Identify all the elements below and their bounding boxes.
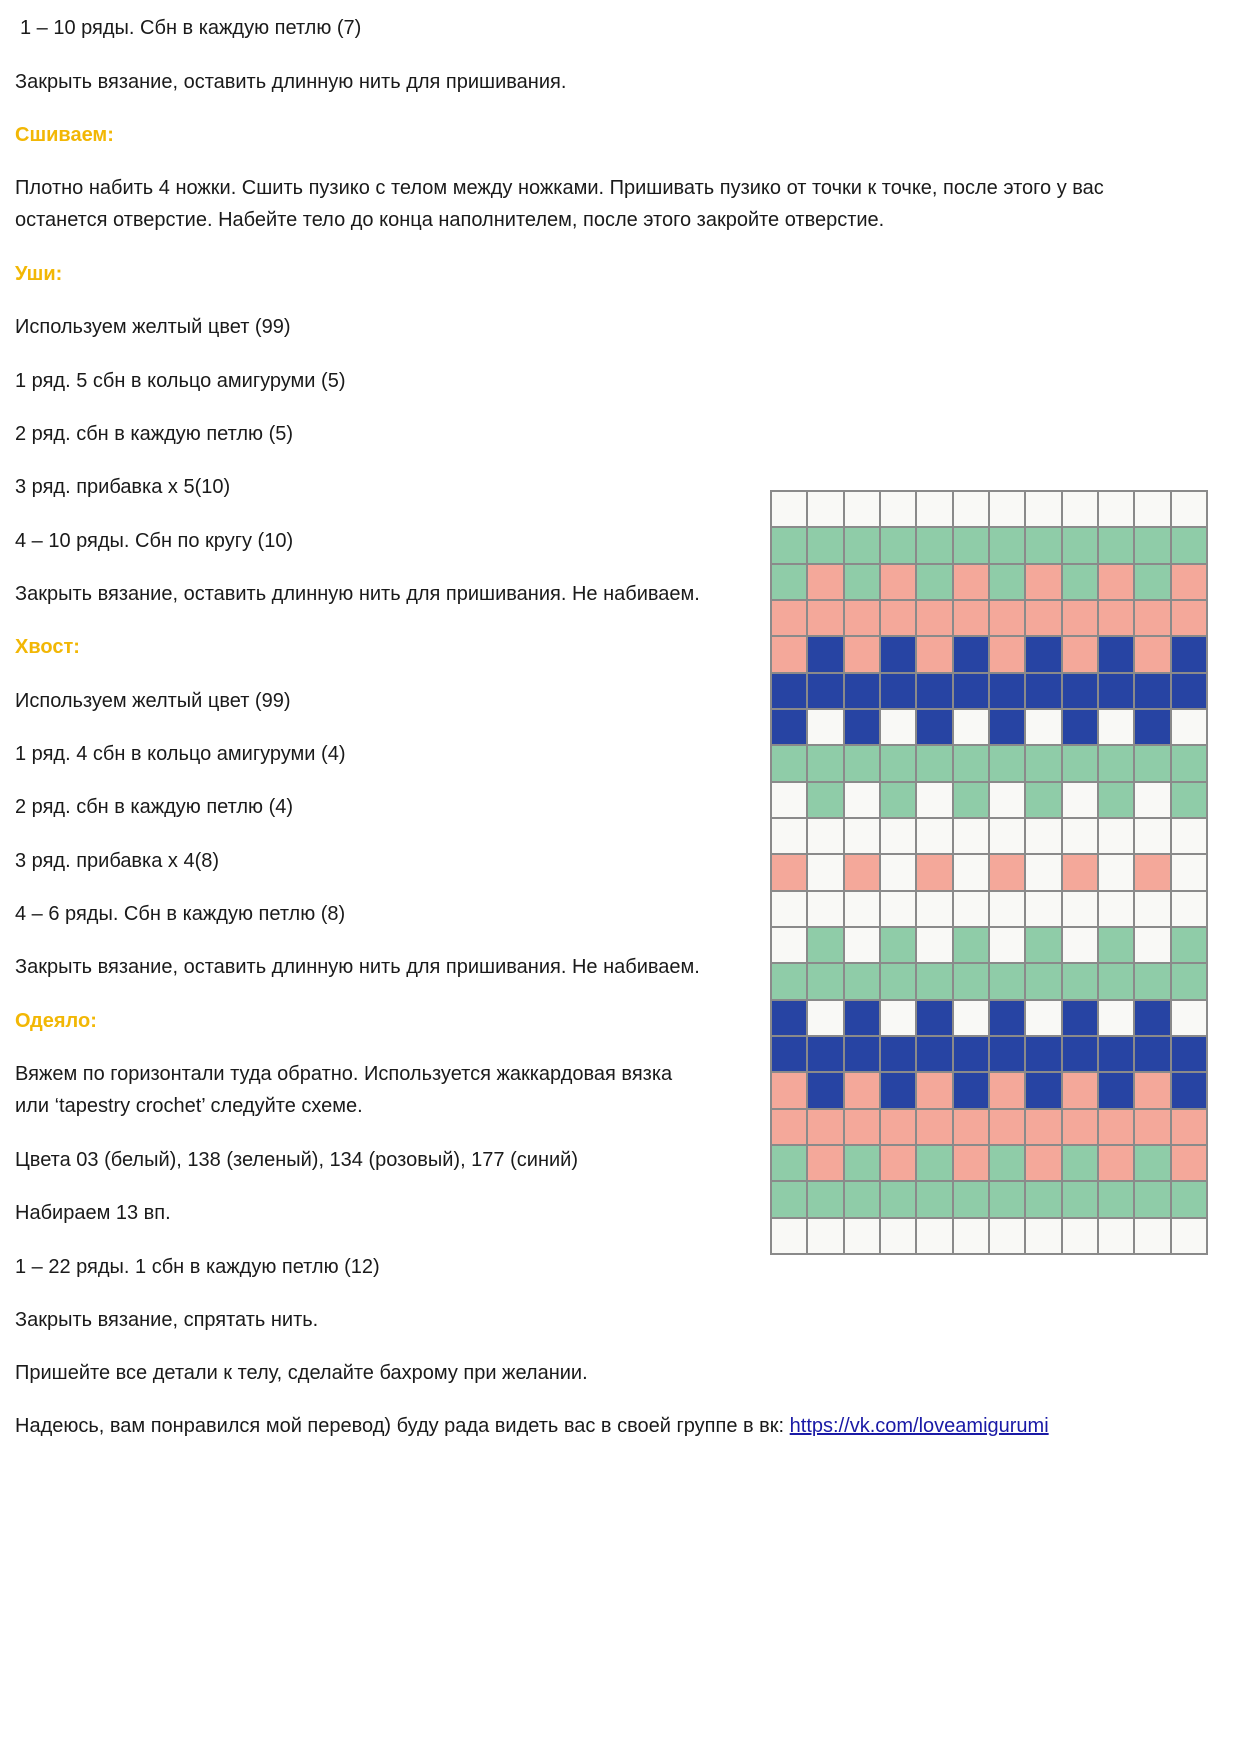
pattern-cell bbox=[917, 964, 951, 998]
pattern-cell bbox=[954, 674, 988, 708]
pattern-cell bbox=[772, 783, 806, 817]
pattern-cell bbox=[881, 1001, 915, 1035]
pattern-cell bbox=[1099, 964, 1133, 998]
pattern-cell bbox=[954, 492, 988, 526]
pattern-cell bbox=[1099, 710, 1133, 744]
pattern-cell bbox=[1063, 855, 1097, 889]
pattern-cell bbox=[772, 674, 806, 708]
pattern-cell bbox=[917, 819, 951, 853]
pattern-cell bbox=[1063, 601, 1097, 635]
pattern-cell bbox=[1026, 674, 1060, 708]
pattern-cell bbox=[1172, 637, 1206, 671]
pattern-cell bbox=[917, 710, 951, 744]
pattern-cell bbox=[1135, 892, 1169, 926]
text-line: Закрыть вязание, оставить длинную нить для пришивания. bbox=[15, 71, 567, 93]
pattern-cell bbox=[772, 1219, 806, 1253]
pattern-cell bbox=[917, 783, 951, 817]
pattern-cell bbox=[954, 855, 988, 889]
pattern-cell bbox=[881, 964, 915, 998]
pattern-cell bbox=[954, 1001, 988, 1035]
pattern-cell bbox=[845, 1073, 879, 1107]
pattern-cell bbox=[1172, 819, 1206, 853]
pattern-cell bbox=[1026, 1182, 1060, 1216]
pattern-cell bbox=[1063, 746, 1097, 780]
pattern-cell bbox=[808, 964, 842, 998]
pattern-cell bbox=[1063, 928, 1097, 962]
text-line: 4 – 10 ряды. Сбн по кругу (10) bbox=[15, 530, 294, 552]
pattern-cell bbox=[990, 855, 1024, 889]
pattern-cell bbox=[1099, 601, 1133, 635]
pattern-cell bbox=[954, 1182, 988, 1216]
pattern-cell bbox=[845, 892, 879, 926]
text-line: 4 – 6 ряды. Сбн в каждую петлю (8) bbox=[15, 903, 346, 925]
pattern-cell bbox=[772, 710, 806, 744]
pattern-cell bbox=[845, 528, 879, 562]
pattern-cell bbox=[772, 1182, 806, 1216]
pattern-cell bbox=[1026, 892, 1060, 926]
pattern-cell bbox=[1099, 1146, 1133, 1180]
pattern-cell bbox=[1026, 637, 1060, 671]
pattern-cell bbox=[808, 746, 842, 780]
pattern-cell bbox=[881, 601, 915, 635]
pattern-cell bbox=[954, 601, 988, 635]
pattern-cell bbox=[1172, 1037, 1206, 1071]
pattern-cell bbox=[808, 674, 842, 708]
pattern-cell bbox=[954, 528, 988, 562]
pattern-cell bbox=[845, 674, 879, 708]
text-line: 1 ряд. 4 сбн в кольцо амигуруми (4) bbox=[15, 743, 346, 765]
pattern-cell bbox=[1099, 1182, 1133, 1216]
pattern-cell bbox=[1063, 492, 1097, 526]
text-line: Вяжем по горизонтали туда обратно. Используется жаккардовая вязка bbox=[15, 1063, 673, 1085]
text-line: Закрыть вязание, спрятать нить. bbox=[15, 1309, 319, 1331]
pattern-cell bbox=[1135, 1073, 1169, 1107]
pattern-cell bbox=[1099, 565, 1133, 599]
pattern-cell bbox=[1063, 1073, 1097, 1107]
pattern-cell bbox=[1135, 492, 1169, 526]
pattern-cell bbox=[1026, 783, 1060, 817]
pattern-cell bbox=[1135, 819, 1169, 853]
pattern-cell bbox=[990, 1073, 1024, 1107]
pattern-cell bbox=[772, 928, 806, 962]
pattern-cell bbox=[1099, 855, 1133, 889]
pattern-cell bbox=[954, 892, 988, 926]
pattern-cell bbox=[1063, 528, 1097, 562]
pattern-cell bbox=[1026, 819, 1060, 853]
pattern-cell bbox=[1026, 1037, 1060, 1071]
text-line: 1 ряд. 5 сбн в кольцо амигуруми (5) bbox=[15, 370, 346, 392]
pattern-cell bbox=[1026, 1146, 1060, 1180]
pattern-cell bbox=[1099, 819, 1133, 853]
pattern-cell bbox=[1172, 746, 1206, 780]
pattern-cell bbox=[1172, 492, 1206, 526]
pattern-cell bbox=[845, 1001, 879, 1035]
pattern-cell bbox=[881, 928, 915, 962]
pattern-cell bbox=[1026, 528, 1060, 562]
pattern-cell bbox=[990, 1110, 1024, 1144]
pattern-cell bbox=[990, 783, 1024, 817]
pattern-cell bbox=[954, 1110, 988, 1144]
text-line: Закрыть вязание, оставить длинную нить для пришивания. Не набиваем. bbox=[15, 956, 700, 978]
pattern-cell bbox=[808, 601, 842, 635]
pattern-cell bbox=[808, 819, 842, 853]
pattern-cell bbox=[845, 783, 879, 817]
pattern-cell bbox=[772, 819, 806, 853]
pattern-cell bbox=[1063, 674, 1097, 708]
pattern-cell bbox=[845, 710, 879, 744]
text-line: Используем желтый цвет (99) bbox=[15, 316, 291, 338]
pattern-cell bbox=[1063, 1037, 1097, 1071]
pattern-cell bbox=[1063, 565, 1097, 599]
section-heading-ears: Уши: bbox=[15, 263, 63, 285]
pattern-cell bbox=[845, 1037, 879, 1071]
pattern-cell bbox=[1099, 1037, 1133, 1071]
pattern-cell bbox=[808, 1073, 842, 1107]
pattern-cell bbox=[772, 637, 806, 671]
section-heading-blanket: Одеяло: bbox=[15, 1010, 97, 1032]
pattern-cell bbox=[881, 1182, 915, 1216]
text-line: Плотно набить 4 ножки. Сшить пузико с телом между ножками. Пришивать пузико от точки к точке, после этого у вас bbox=[15, 177, 1104, 199]
pattern-cell bbox=[1063, 1001, 1097, 1035]
pattern-cell bbox=[1172, 783, 1206, 817]
pattern-cell bbox=[1099, 1219, 1133, 1253]
pattern-cell bbox=[954, 746, 988, 780]
pattern-cell bbox=[917, 492, 951, 526]
pattern-cell bbox=[1172, 1073, 1206, 1107]
pattern-cell bbox=[772, 492, 806, 526]
pattern-cell bbox=[845, 1146, 879, 1180]
pattern-cell bbox=[917, 1001, 951, 1035]
pattern-cell bbox=[1099, 1110, 1133, 1144]
pattern-cell bbox=[954, 637, 988, 671]
pattern-cell bbox=[990, 1037, 1024, 1071]
text-line: Закрыть вязание, оставить длинную нить для пришивания. Не набиваем. bbox=[15, 583, 700, 605]
pattern-cell bbox=[1135, 1146, 1169, 1180]
pattern-cell bbox=[808, 892, 842, 926]
pattern-cell bbox=[881, 855, 915, 889]
text-line: 2 ряд. сбн в каждую петлю (5) bbox=[15, 423, 294, 445]
text-line: или ‘tapestry crochet’ следуйте схеме. bbox=[15, 1095, 363, 1117]
pattern-cell bbox=[1172, 601, 1206, 635]
pattern-cell bbox=[772, 528, 806, 562]
text-line: Набираем 13 вп. bbox=[15, 1202, 171, 1224]
pattern-cell bbox=[881, 783, 915, 817]
pattern-cell bbox=[808, 1001, 842, 1035]
pattern-cell bbox=[1135, 601, 1169, 635]
pattern-cell bbox=[1135, 746, 1169, 780]
pattern-cell bbox=[990, 1001, 1024, 1035]
pattern-cell bbox=[954, 1037, 988, 1071]
pattern-cell bbox=[917, 674, 951, 708]
pattern-cell bbox=[845, 492, 879, 526]
pattern-cell bbox=[917, 637, 951, 671]
pattern-cell bbox=[1172, 964, 1206, 998]
text-line: останется отверстие. Набейте тело до конца наполнителем, после этого закройте отверстие. bbox=[15, 209, 885, 231]
pattern-cell bbox=[917, 601, 951, 635]
pattern-cell bbox=[881, 892, 915, 926]
pattern-cell bbox=[808, 1110, 842, 1144]
pattern-cell bbox=[808, 637, 842, 671]
pattern-cell bbox=[772, 892, 806, 926]
pattern-cell bbox=[1063, 710, 1097, 744]
pattern-cell bbox=[808, 710, 842, 744]
pattern-cell bbox=[1135, 710, 1169, 744]
pattern-cell bbox=[990, 1182, 1024, 1216]
pattern-cell bbox=[881, 819, 915, 853]
pattern-cell bbox=[845, 819, 879, 853]
text-line: 3 ряд. прибавка х 5(10) bbox=[15, 476, 231, 498]
text-line: 1 – 22 ряды. 1 сбн в каждую петлю (12) bbox=[15, 1256, 380, 1278]
pattern-cell bbox=[1063, 783, 1097, 817]
pattern-cell bbox=[990, 819, 1024, 853]
pattern-cell bbox=[881, 746, 915, 780]
pattern-cell bbox=[881, 1219, 915, 1253]
pattern-cell bbox=[1099, 892, 1133, 926]
pattern-cell bbox=[954, 964, 988, 998]
pattern-cell bbox=[1172, 1001, 1206, 1035]
pattern-cell bbox=[1172, 1219, 1206, 1253]
pattern-cell bbox=[1135, 1110, 1169, 1144]
text-line: 2 ряд. сбн в каждую петлю (4) bbox=[15, 796, 294, 818]
pattern-cell bbox=[1135, 565, 1169, 599]
pattern-cell bbox=[1135, 674, 1169, 708]
pattern-cell bbox=[1135, 1037, 1169, 1071]
pattern-cell bbox=[1135, 1182, 1169, 1216]
pattern-cell bbox=[1026, 601, 1060, 635]
pattern-cell bbox=[1135, 783, 1169, 817]
pattern-cell bbox=[954, 819, 988, 853]
pattern-cell bbox=[1099, 746, 1133, 780]
pattern-cell bbox=[772, 601, 806, 635]
pattern-cell bbox=[990, 565, 1024, 599]
pattern-cell bbox=[881, 1110, 915, 1144]
text-line: 1 – 10 ряды. Сбн в каждую петлю (7) bbox=[20, 17, 362, 39]
pattern-cell bbox=[772, 964, 806, 998]
pattern-cell bbox=[845, 855, 879, 889]
pattern-cell bbox=[772, 746, 806, 780]
pattern-cell bbox=[845, 746, 879, 780]
pattern-cell bbox=[917, 928, 951, 962]
pattern-cell bbox=[917, 1037, 951, 1071]
pattern-cell bbox=[954, 565, 988, 599]
closing-text: Надеюсь, вам понравился мой перевод) буду рада видеть вас в своей группе в вк: bbox=[15, 1415, 790, 1437]
pattern-cell bbox=[808, 1146, 842, 1180]
pattern-cell bbox=[808, 1037, 842, 1071]
pattern-cell bbox=[990, 964, 1024, 998]
pattern-cell bbox=[1172, 565, 1206, 599]
pattern-cell bbox=[808, 783, 842, 817]
pattern-cell bbox=[954, 1219, 988, 1253]
pattern-cell bbox=[1172, 710, 1206, 744]
pattern-cell bbox=[845, 637, 879, 671]
pattern-cell bbox=[1135, 964, 1169, 998]
pattern-cell bbox=[1135, 928, 1169, 962]
pattern-cell bbox=[772, 1146, 806, 1180]
pattern-cell bbox=[1172, 928, 1206, 962]
pattern-cell bbox=[881, 565, 915, 599]
pattern-cell bbox=[845, 565, 879, 599]
pattern-cell bbox=[772, 1001, 806, 1035]
pattern-cell bbox=[990, 601, 1024, 635]
pattern-cell bbox=[1099, 492, 1133, 526]
pattern-cell bbox=[1172, 1146, 1206, 1180]
pattern-cell bbox=[845, 601, 879, 635]
pattern-cell bbox=[772, 1110, 806, 1144]
pattern-cell bbox=[917, 1182, 951, 1216]
pattern-cell bbox=[772, 565, 806, 599]
pattern-cell bbox=[772, 1037, 806, 1071]
pattern-cell bbox=[1026, 565, 1060, 599]
pattern-cell bbox=[1099, 637, 1133, 671]
pattern-cell bbox=[881, 1146, 915, 1180]
pattern-cell bbox=[1135, 637, 1169, 671]
pattern-cell bbox=[990, 710, 1024, 744]
pattern-cell bbox=[808, 1219, 842, 1253]
pattern-cell bbox=[917, 565, 951, 599]
pattern-cell bbox=[1063, 1146, 1097, 1180]
pattern-cell bbox=[990, 528, 1024, 562]
pattern-cell bbox=[1063, 819, 1097, 853]
pattern-cell bbox=[1063, 1219, 1097, 1253]
closing-paragraph bbox=[15, 1410, 1049, 1442]
pattern-cell bbox=[1135, 528, 1169, 562]
pattern-cell bbox=[1026, 746, 1060, 780]
pattern-cell bbox=[990, 674, 1024, 708]
pattern-cell bbox=[1099, 1073, 1133, 1107]
pattern-cell bbox=[1026, 855, 1060, 889]
pattern-cell bbox=[1135, 1219, 1169, 1253]
pattern-cell bbox=[1135, 1001, 1169, 1035]
pattern-cell bbox=[990, 928, 1024, 962]
pattern-cell bbox=[954, 1146, 988, 1180]
pattern-cell bbox=[808, 855, 842, 889]
pattern-cell bbox=[1063, 892, 1097, 926]
pattern-cell bbox=[917, 1073, 951, 1107]
vk-group-link[interactable]: https://vk.com/loveamigurumi bbox=[789, 1415, 1049, 1437]
pattern-cell bbox=[990, 492, 1024, 526]
pattern-cell bbox=[1026, 710, 1060, 744]
pattern-cell bbox=[772, 1073, 806, 1107]
pattern-cell bbox=[881, 492, 915, 526]
pattern-cell bbox=[808, 1182, 842, 1216]
pattern-cell bbox=[990, 746, 1024, 780]
pattern-cell bbox=[1099, 1001, 1133, 1035]
pattern-cell bbox=[1026, 1001, 1060, 1035]
pattern-cell bbox=[881, 674, 915, 708]
pattern-cell bbox=[1063, 1182, 1097, 1216]
pattern-cell bbox=[881, 528, 915, 562]
pattern-cell bbox=[808, 565, 842, 599]
text-line: Используем желтый цвет (99) bbox=[15, 690, 291, 712]
pattern-cell bbox=[1026, 964, 1060, 998]
pattern-cell bbox=[1172, 1182, 1206, 1216]
pattern-cell bbox=[808, 492, 842, 526]
pattern-cell bbox=[1172, 892, 1206, 926]
pattern-cell bbox=[1099, 928, 1133, 962]
pattern-cell bbox=[990, 892, 1024, 926]
pattern-cell bbox=[917, 855, 951, 889]
pattern-cell bbox=[1026, 928, 1060, 962]
pattern-cell bbox=[917, 746, 951, 780]
pattern-cell bbox=[881, 1037, 915, 1071]
pattern-cell bbox=[1172, 1110, 1206, 1144]
section-heading-sew: Сшиваем: bbox=[15, 124, 114, 146]
pattern-cell bbox=[1099, 674, 1133, 708]
pattern-cell bbox=[1063, 964, 1097, 998]
pattern-cell bbox=[1063, 1110, 1097, 1144]
pattern-cell bbox=[845, 1182, 879, 1216]
pattern-cell bbox=[772, 855, 806, 889]
pattern-cell bbox=[845, 1219, 879, 1253]
pattern-cell bbox=[917, 892, 951, 926]
pattern-cell bbox=[990, 637, 1024, 671]
pattern-cell bbox=[990, 1219, 1024, 1253]
pattern-cell bbox=[808, 528, 842, 562]
pattern-cell bbox=[1026, 1219, 1060, 1253]
text-line: Цвета 03 (белый), 138 (зеленый), 134 (розовый), 177 (синий) bbox=[15, 1149, 578, 1171]
text-line: Пришейте все детали к телу, сделайте бахрому при желании. bbox=[15, 1362, 588, 1384]
pattern-cell bbox=[1172, 528, 1206, 562]
pattern-cell bbox=[917, 1146, 951, 1180]
text-line: 3 ряд. прибавка х 4(8) bbox=[15, 850, 220, 872]
pattern-cell bbox=[1099, 783, 1133, 817]
pattern-cell bbox=[990, 1146, 1024, 1180]
section-heading-tail: Хвост: bbox=[15, 636, 80, 658]
pattern-cell bbox=[1063, 637, 1097, 671]
pattern-cell bbox=[917, 1110, 951, 1144]
pattern-cell bbox=[917, 1219, 951, 1253]
pattern-cell bbox=[1026, 492, 1060, 526]
pattern-cell bbox=[881, 637, 915, 671]
pattern-cell bbox=[954, 710, 988, 744]
pattern-cell bbox=[1172, 855, 1206, 889]
pattern-cell bbox=[1099, 528, 1133, 562]
pattern-cell bbox=[1135, 855, 1169, 889]
pattern-cell bbox=[954, 1073, 988, 1107]
pattern-cell bbox=[845, 1110, 879, 1144]
pattern-cell bbox=[954, 928, 988, 962]
pattern-cell bbox=[954, 783, 988, 817]
pattern-cell bbox=[845, 964, 879, 998]
pattern-cell bbox=[1026, 1110, 1060, 1144]
blanket-color-chart bbox=[770, 490, 1208, 1255]
pattern-cell bbox=[845, 928, 879, 962]
pattern-cell bbox=[1026, 1073, 1060, 1107]
pattern-cell bbox=[808, 928, 842, 962]
pattern-cell bbox=[917, 528, 951, 562]
pattern-cell bbox=[881, 710, 915, 744]
pattern-cell bbox=[881, 1073, 915, 1107]
pattern-cell bbox=[1172, 674, 1206, 708]
